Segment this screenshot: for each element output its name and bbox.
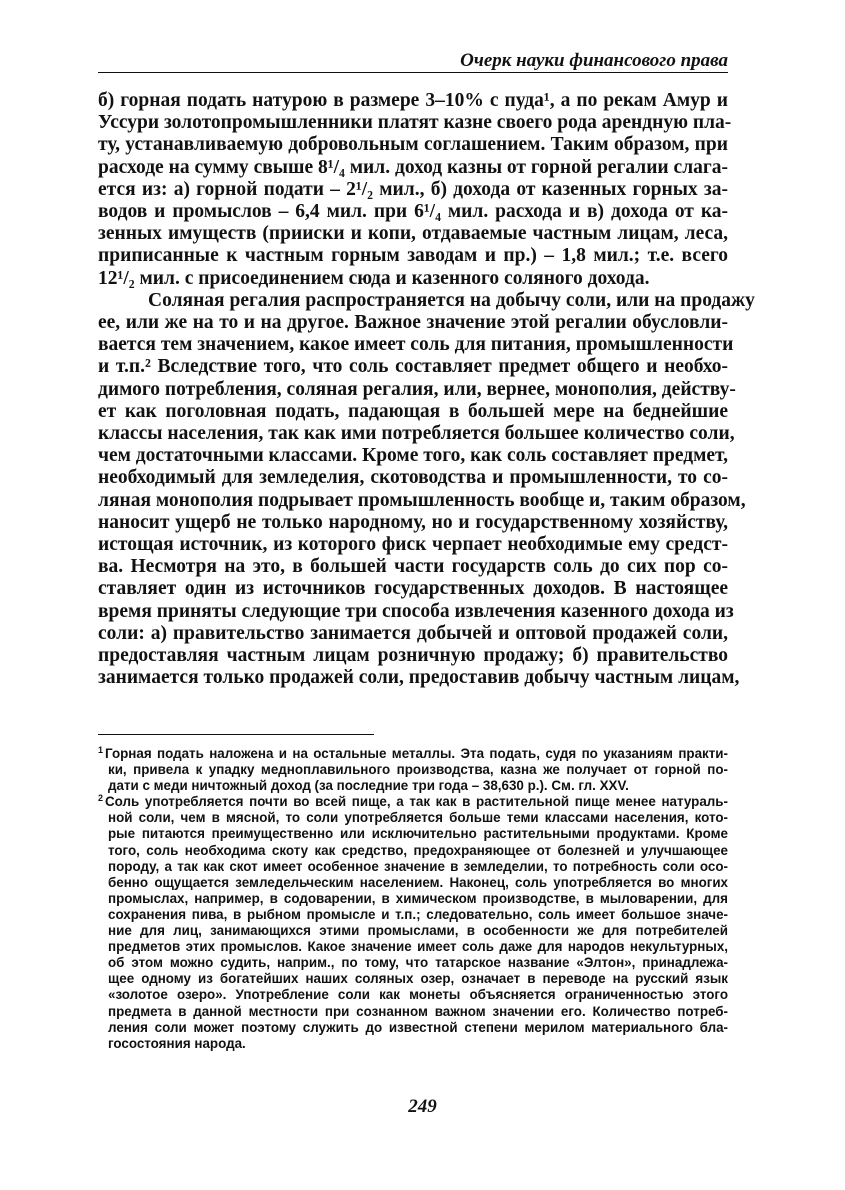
footnote-number: 1: [98, 744, 104, 755]
page-number: 249: [408, 1096, 437, 1117]
footnote-text: бенно ощущается земледельческим населением. Наконец, соль употребляется во многих: [108, 874, 728, 890]
footnote-text: сохранения пива, в рыбном промысле и т.п.; следовательно, соль имеет большое значе-: [108, 906, 728, 922]
text-line: ту, устанавливаемую добровольным соглашением. Таким образом, при: [98, 134, 728, 156]
footnote-text: Соль употребляется почти во всей пище, а так как в растительной пище менее натураль-: [105, 794, 728, 810]
footnote-line: [98, 843, 728, 859]
footnote-line: [98, 794, 728, 810]
footnote-text: того, соль необходима скоту как средство, предохраняющее от болезней и улучшающее: [108, 842, 728, 858]
text-line: соли: а) правительство занимается добычей и оптовой продажей соли,: [98, 622, 728, 644]
footnote-text: промыслах, например, в содоварении, в химическом производстве, в мыловарении, для: [108, 890, 728, 906]
text-line: зенных имуществ (прииски и копи, отдаваемые частным лицам, леса,: [98, 223, 728, 245]
footnote-text: предмета в данной местности при сознанном важном значении его. Количество потреб-: [108, 1003, 728, 1019]
footnote-line: [98, 987, 728, 1003]
text-line: 12¹/₂ мил. с присоединением сюда и казенного соляного дохода.: [98, 267, 650, 289]
footnote-line: [98, 1036, 728, 1052]
footnotes: [98, 746, 728, 1052]
text-line: необходимый для земледелия, скотоводства и промышленности, то со-: [98, 467, 728, 489]
text-line: Уссури золотопромышленники платят казне своего рода арендную пла-: [98, 112, 732, 134]
running-header-title: Очерк науки финансового права: [460, 50, 728, 71]
footnote-text: породу, а так как скот имеет особенное значение в земледелии, то потребность соли осо-: [108, 858, 728, 874]
text-line: Соляная регалия распространяется на добычу соли, или на продажу: [148, 289, 755, 311]
footnote-line: [98, 955, 728, 971]
footnote-number: 2: [98, 792, 104, 803]
footnote-line: [98, 1020, 728, 1036]
text-line: ется из: а) горной подати – 2¹/₂ мил., б) дохода от казенных горных за-: [98, 178, 728, 200]
footnote-text: рые питаются преимущественно или исключительно растительными продуктами. Кроме: [108, 826, 728, 842]
text-line: вается тем значением, какое имеет соль для питания, промышленности: [98, 334, 734, 356]
footnote-line: [98, 746, 728, 762]
footnote-text: ние для лиц, занимающихся этими промыслами, в особенности же для потребителей: [108, 923, 728, 939]
footnote-line: [98, 826, 728, 842]
footnote-line: [98, 859, 728, 875]
text-line: ва. Несмотря на это, в большей части государств соль до сих пор со-: [98, 556, 728, 578]
text-line: приписанные к частным горным заводам и пр.) – 1,8 мил.; т.е. всего: [98, 245, 728, 267]
text-line: чем достаточными классами. Кроме того, как соль составляет предмет,: [98, 445, 729, 467]
footnote-text: щее одному из богатейших наших соляных озер, означает в переводе на русский язык: [108, 971, 728, 987]
text-line: димого потребления, соляная регалия, или, вернее, монополия, действу-: [98, 378, 736, 400]
footnote-separator: [98, 734, 374, 735]
footnote-text: Горная подать наложена и на остальные металлы. Эта подать, судя по указаниям практи-: [105, 746, 728, 761]
footnote-text: ки, привела к упадку медноплавильного производства, казна же получает от горной по-: [108, 762, 728, 778]
text-line: водов и промыслов – 6,4 мил. при 6¹/₄ мил. расхода и в) дохода от ка-: [98, 201, 728, 223]
footnote-text: госостояния народа.: [108, 1035, 246, 1051]
text-line: ет как поголовная подать, падающая в большей мере на беднейшие: [98, 400, 728, 422]
text-line: и т.п.² Вследствие того, что соль составляет предмет общего и необхо-: [98, 356, 728, 378]
footnote-line: [98, 923, 728, 939]
footnote-line: [98, 907, 728, 923]
text-line: классы населения, так как ими потребляется большее количество соли,: [98, 423, 735, 445]
text-line: предоставляя частным лицам розничную продажу; б) правительство: [98, 645, 728, 667]
footnote-text: «золотое озеро». Употребление соли как монеты объясняется ограниченностью этого: [108, 987, 728, 1003]
footnote-text: дати с меди ничтожный доход (за последние три года – 38,630 р.). См. гл. XXV.: [108, 778, 629, 794]
text-line: расходе на сумму свыше 8¹/₄ мил. доход казны от горной регалии слага-: [98, 156, 728, 178]
text-line: ставляет один из источников государственных доходов. В настоящее: [98, 578, 728, 600]
footnote-line: [98, 1004, 728, 1020]
text-line: время приняты следующие три способа извлечения казенного дохода из: [98, 600, 734, 622]
text-line: наносит ущерб не только народному, но и государственному хозяйству,: [98, 511, 728, 533]
footnote-line: [98, 762, 728, 778]
running-header: [98, 44, 728, 73]
footnote-line: [98, 939, 728, 955]
footnote-line: [98, 875, 728, 891]
footnote-text: ления соли может поэтому служить до известной степени мерилом материального бла-: [108, 1019, 728, 1035]
footnote-line: [98, 810, 728, 826]
text-line: истощая источник, из которого фиск черпает необходимые ему средст-: [98, 534, 728, 556]
main-text: [98, 90, 755, 689]
text-line: ляная монополия подрывает промышленность вообще и, таким образом,: [98, 489, 746, 511]
footnote-text: ной соли, чем в мясной, то соли употребляется больше теми классами населения, кото-: [108, 810, 728, 826]
text-line: ее, или же на то и на другое. Важное значение этой регалии обусловли-: [98, 312, 728, 334]
footnote-line: [98, 778, 728, 794]
footnote-line: [98, 891, 728, 907]
footnote-text: об этом можно судить, наприм., по тому, что татарское название «Элтон», принадлежа-: [108, 955, 728, 971]
text-line: занимается только продажей соли, предоставив добычу частным лицам,: [98, 667, 740, 689]
footnote-line: [98, 971, 728, 987]
footnote-text: предметов этих промыслов. Какое значение имеет соль даже для народов некультурных,: [108, 939, 728, 955]
text-line: б) горная подать натурою в размере 3–10% с пуда¹, а по рекам Амур и: [98, 90, 728, 111]
